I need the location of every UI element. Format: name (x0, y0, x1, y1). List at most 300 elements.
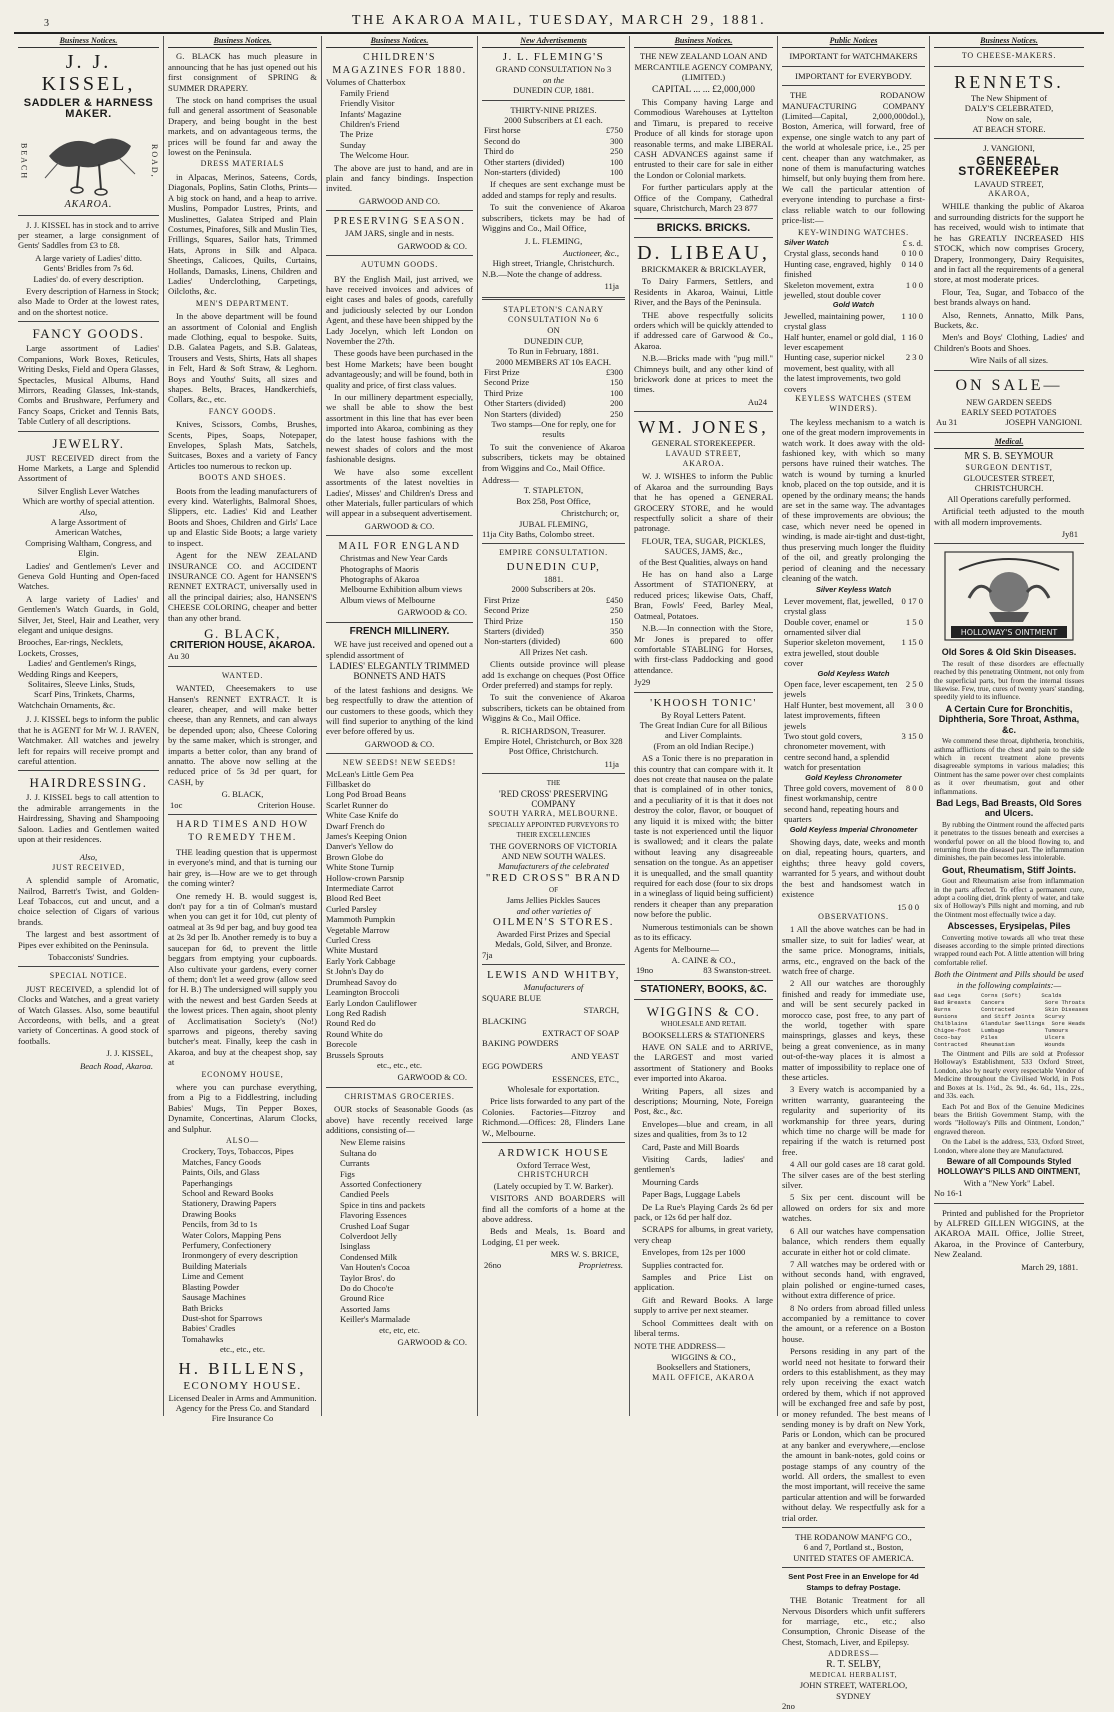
prize-row (482, 616, 625, 626)
magazines-text: The above are just to hand, and are in plain and fancy bindings. Inspection invited. (326, 162, 473, 194)
holloway-complaints-table: Bad Legs Corns (Soft) Scalds Bad Breasts Cancers Sore Throats Burns Contracted Skin Diseases Bunions and Stiff Joints Scurvy Chilblains Glandular Swellings Sore Heads Chigoe-foot Lumbago Tumours Coco-bay Piles Ulcers Contracted Rheumatism Wounds (934, 992, 1089, 1049)
holloway-text: Converting motive towards all who treat these diseases according to the simple printed directions wrapped round each Pot. A little attention will bring comfortable relief. (934, 933, 1084, 967)
silver-keyless-prices (782, 596, 925, 669)
kissel-trade: SADDLER & HARNESS MAKER. (23, 97, 154, 120)
lewis-item: SQUARE BLUE (482, 992, 541, 1003)
lewis-item: BLACKING (482, 1015, 527, 1026)
kissel-signature: J. J. KISSEL, (106, 1048, 153, 1059)
dress-text: in Alpacas, Merinos, Sateens, Cords, Diagonals, Poplins, Satin Cloths, Prints—A big stock on hand, and a heap to arrive. Muslins, Pompador Lustres, Prints, and Muslinettes, Galatea Striped and Plain Costumes, Pinafores, Silk and Muslin Ties, Frillings, Squares, Sailor hats, Trimmed Hats, Aprons in Silk and Alpaca. Sheetings, Calicoes, Quilts, Curtains, Hollands, Damasks, Linens, Children and Ladies' Underclothing, Carpetings, Oilcloths, &c. (168, 171, 317, 297)
prize-row (482, 398, 625, 408)
beware-title: HOLLOWAY'S PILLS AND OINTMENT, (937, 1167, 1081, 1177)
holloway-heading: A Certain Cure for Bronchitis, Diphtheria, Sore Throat, Asthma, &c. (938, 703, 1080, 735)
magazines-sub: Volumes of Chatterbox (326, 77, 406, 88)
kissel-text: A large variety of Ladies' ditto. (35, 252, 142, 263)
jones-town: AKAROA. (682, 459, 725, 468)
list-item: Curled Cress (326, 935, 371, 946)
list-item: Friendly Visitor (340, 98, 395, 109)
date-code: Au 30 (168, 651, 190, 662)
date-code: Au24 (747, 396, 767, 407)
jewelry-text: Brooches, Ear-rings, Necklets, (18, 637, 124, 648)
rodanow-text: Persons residing in any part of the world need not hesitate to forward their orders to this establishment, as they may rely upon receiving the exact watch ordered by them, which if not approved will be exchanged free and safe by post, or money refunded. The best means of sending money is by draft on New York, Paris or London, which can be procured at any banker and everywhere,—enclose the amount in bank-notes, gold coins or postage stamps of any country of the world. All orders, the smallest to even the most important, will receive the same particular attention and will be forwarded without delay. We respectfully ask for a trial order. (782, 1346, 925, 1523)
kissel-text: J. J. KISSEL has in stock and to arrive per steamer, a large consignment of Gents' Saddles from £3 to £8. (18, 219, 159, 251)
prize-row (482, 136, 625, 146)
french-text: WE have just received and opened out a splendid assortment of (326, 639, 473, 660)
holloway-text: Gout and Rheumatism arise from inflammation in the parts affected. To effect a permanent cure, adopt a cooling diet, drink plenty of water, and take six of Holloway's Pills night and morning, and rub the Ointment most effectually twice a day. (934, 877, 1084, 919)
list-item: Colverdoot Jelly (340, 1231, 398, 1242)
prize-row-label: Non Starters (divided) (484, 408, 561, 419)
khoosh-text: Numerous testimonials can be shown as to its efficacy. (634, 921, 773, 943)
rennets-text: The New Shipment of (970, 92, 1048, 103)
vangioni-text: Men's and Boys' Clothing, Ladies' and Children's Boots and Shoes. (934, 332, 1084, 353)
list-item: 5 Six per cent. discount will be allowed on orders for six and more watches. (782, 1192, 925, 1224)
fleming-title: J. L. FLEMING'S (502, 51, 605, 64)
list-item: Perfumery, Confectionery (182, 1240, 272, 1251)
stapleton-prize-table (482, 367, 625, 419)
price-row-label: Skeleton movement, extra jewelled, stout double cover (784, 279, 881, 300)
list-item: Christmas and New Year Cards (340, 553, 448, 564)
wiggins-sub: BOOKSELLERS & STATIONERS (642, 1029, 765, 1040)
list-item: Envelopes, from 12s per 1000 (642, 1247, 746, 1258)
etc-line: etc., etc., etc. (219, 1344, 266, 1355)
also-label: Also, (79, 506, 98, 517)
price-row (782, 617, 925, 638)
hairdressing-title: HAIRDRESSING. (29, 775, 148, 791)
autumn-text: BY the English Mail, just arrived, we have received invoices and advices of eight cases and bales of goods, carefully and judiciously selected by our London Agent, and these have been shipped by the Lady Jocelyn, which left London on November the 27th. (326, 273, 473, 346)
libeau-text: THE above respectfully solicits orders which will be quickly attended to if addressed care of Garwood & Co., Akaroa. (634, 309, 773, 351)
holloway-heading: Both the Ointment and Pills should be used in the following complaints:— (934, 969, 1084, 990)
stapleton-sub: To Run in February, 1881. (508, 346, 599, 357)
list-item: Mammoth Pumpkin (326, 914, 395, 925)
kissel-text: Ladies' do. of every description. (33, 273, 144, 284)
list-item: Sultana do (340, 1147, 377, 1158)
price-row (782, 248, 925, 258)
wanted-title: WANTED. (221, 670, 264, 680)
beware-title: Beware of all Compounds Styled (946, 1156, 1072, 1166)
silver-watch-label: Silver Watch (784, 237, 829, 247)
prize-row-value: £300 (605, 366, 623, 377)
wanted-sign: G. BLACK, (221, 789, 264, 800)
section-heading: Public Notices (782, 36, 925, 48)
vangioni-name: J. VANGIONI, (983, 143, 1035, 154)
jewelry-text: Ladies' and Gentlemen's Rings, (28, 658, 137, 669)
selby-address: JOHN STREET, WATERLOO, SYDNEY (799, 1680, 908, 1701)
list-item: Fillbasket do (326, 778, 371, 789)
prize-row-value: 100 (610, 156, 623, 167)
hairdressing-text: J. J. KISSEL begs to call attention to the admirable arrangements in the Hairdressing, Shaving and Shampooing Saloon. Ladies and Gentlemen waited upon at their residences. (18, 792, 159, 844)
section-heading: New Advertisements (482, 36, 625, 48)
fancy-goods-title: FANCY GOODS. (32, 326, 145, 342)
list-item: The Prize (340, 129, 374, 140)
prize-row (482, 167, 625, 177)
column-6 (778, 36, 930, 1712)
ardwick-prop: Proprietress. (578, 1259, 623, 1270)
holloway-label: HOLLOWAY'S OINTMENT (960, 628, 1058, 638)
list-item: Dust-shot for Sparrows (182, 1312, 263, 1323)
stationery-title: STATIONERY, BOOKS, &C. (640, 983, 767, 995)
on-sale-title: ON SALE— (955, 376, 1063, 394)
price-row-label: Open face, lever escapement, ten jewels (784, 678, 898, 700)
jones-text: He has on hand also a Large Assortment of STATIONERY, at reduced prices; likewise Oats, Chaff, Bran, Fowls' Feed, Barley Meal, Oatmeal, Potatoes. (634, 569, 773, 621)
wiggins-note: NOTE THE ADDRESS— (634, 1341, 726, 1352)
masthead (14, 8, 1104, 34)
stapleton-title: STAPLETON'S CANARY CONSULTATION No 6 (503, 304, 604, 324)
prize-row-label: Third Prize (484, 387, 523, 398)
page-number: 3 (44, 18, 49, 29)
price-row-value: 8 0 0 (905, 783, 923, 794)
list-item: Vegetable Marrow (326, 924, 390, 935)
lewis-title: LEWIS AND WHITBY, (487, 969, 620, 982)
autumn-text: These goods have been purchased in the best Home Markets; have been bought advantageously; and will be found, both in quality and price, of first class values. (326, 348, 473, 390)
list-item: 1 All the above watches can be had in smaller size, to suit for ladies' wear, at the same price. Monograms, initials, arms, etc., engraved on the back of the watch free of charge. (782, 924, 925, 976)
agent-text: J. J. KISSEL begs to inform the public that he is AGENT for Mr W. J. RAVEN, Watchmaker. All watches and jewelry left for repairs will receive prompt and careful attention. (18, 714, 159, 766)
just-received-text: The largest and best assortment of Pipes ever exhibited on the Peninsula. (18, 929, 159, 950)
list-item: 3 Every watch is accompanied by a written warranty, guaranteeing the regularity and superiority of its workmanship for three years, during which time no charge will be made for repairing if the watch is returned post free. (782, 1084, 925, 1157)
vangioni-street: LAVAUD STREET, (974, 178, 1044, 189)
list-item: Spice in tins and packets (340, 1199, 425, 1210)
etc-line: etc, etc, etc. (379, 1324, 420, 1335)
address-head: ADDRESS— (828, 1649, 879, 1659)
cheese-title: TO CHEESE-MAKERS. (961, 51, 1057, 61)
prize-row-value: 150 (610, 377, 623, 388)
list-item: Taylor Bros'. do (340, 1272, 396, 1283)
list-item: Gift and Reward Books. A large supply to arrive per next steamer. (634, 1294, 773, 1316)
holloway-text: We commend these throat, diphtheria, bronchitis, asthma afflictions of the chest and pain to the side which in recent treatment alone prevents disagreeable symptoms in various maladies; this Ointment has the same power over chest complaints as it over rheumatism, gout and other inflammations. (934, 737, 1084, 796)
prize-row-value: 350 (610, 625, 623, 636)
price-row-value: 1 0 0 (905, 279, 923, 290)
list-item: Writing Papers, all sizes and descriptions; Mourning, Note, Foreign Post, &c., &c. (634, 1085, 773, 1117)
jewelry-text: A large Assortment of (50, 516, 127, 527)
price-row-value: 2 5 0 (905, 678, 923, 689)
prize-row-value: 250 (610, 605, 623, 616)
prize-row-label: Other Starters (divided) (484, 398, 566, 409)
prize-row-value: 250 (610, 146, 623, 157)
ardwick-title: ARDWICK HOUSE (497, 1146, 610, 1159)
list-item: Tomahawks (182, 1333, 224, 1344)
price-row-value: 3 0 0 (905, 699, 923, 710)
jones-goods: FLOUR, TEA, SUGAR, PICKLES, SAUCES, JAMS, &c., (641, 535, 766, 557)
columns (14, 36, 1104, 1712)
date-code: 7ja (482, 949, 493, 960)
list-item: Figs (340, 1168, 355, 1179)
list-item: Sausage Machines (182, 1292, 246, 1303)
redcross-governors: THE GOVERNORS OF VICTORIA AND NEW SOUTH WALES. (489, 840, 618, 862)
just-received-text: Tobacconists' Sundries. (48, 952, 129, 962)
fleming-sub: GRAND CONSULTATION No 3 (495, 64, 612, 75)
rodanow-name: THE RODANOW MANF'G CO., (795, 1532, 912, 1543)
preserving-title: PRESERVING SEASON. (333, 216, 466, 228)
garwood-sign: GARWOOD & CO. (397, 1072, 467, 1083)
redcross-brand: "RED CROSS" BRAND (485, 871, 622, 884)
beware-text: With a "New York" Label. (963, 1177, 1055, 1188)
prize-row-value: 600 (610, 636, 623, 647)
list-item: Sunday (340, 139, 366, 150)
garwood-sign: GARWOOD & CO. (397, 1337, 467, 1348)
hard-times-title: HARD TIMES AND HOW TO REMEDY THEM. (176, 820, 309, 844)
prize-row-value: 250 (610, 408, 623, 419)
license-text: Agency for the Press Co. and Standard Fire Insurance Co (175, 1402, 310, 1424)
seeds-title: NEW SEEDS! NEW SEEDS! (342, 758, 457, 768)
vangioni-text: Wire Nails of all sizes. (969, 355, 1049, 366)
prize-row-value: £450 (605, 594, 623, 605)
boots-title: BOOTS AND SHOES. (198, 473, 287, 483)
price-row-label: Three gold covers, movement of finest workmanship, centre second hand, repeating hours and quarters (784, 783, 899, 825)
price-row-label: Half hunter, enamel or gold dial, lever escapement (784, 331, 897, 352)
jewelry-text: Which are worthy of special attention. (22, 496, 155, 507)
empire-subscribers: 2000 Subscribers at 20s. (511, 584, 596, 595)
masthead-title: THE AKAROA MAIL, TUESDAY, MARCH 29, 1881. (351, 13, 767, 28)
list-item: School Committees dealt with on liberal terms. (634, 1317, 773, 1339)
price-row-value: 1 15 0 (901, 637, 923, 648)
stapleton-sign: JUBAL FLEMING, (519, 518, 588, 529)
economy-house: ECONOMY HOUSE. (183, 1379, 302, 1392)
seymour-street: GLOUCESTER STREET, (963, 473, 1055, 483)
important-title: IMPORTANT for WATCHMAKERS (789, 51, 918, 62)
nzloan-ltd: (LIMITED.) (681, 72, 726, 83)
price-row-label: Jewelled, maintaining power, crystal glass (784, 310, 885, 332)
keyless-title: KEYLESS WATCHES (STEM WINDERS). (795, 394, 912, 414)
redcross-oilmen: OILMEN'S STORES. (492, 916, 615, 929)
list-item: Crushed Loaf Sugar (340, 1220, 410, 1231)
list-item: Blood Red Beet (326, 893, 381, 904)
saddle-illustration (18, 122, 159, 200)
also-label: Also, (79, 852, 98, 863)
holloway-text: By rubbing the Ointment round the affected parts it penetrates to the tissues beneath and exercises a wonderful power on all the blood flowing to, and returning from the diseased part. The inflammation diminishes, the pain becomes less intolerable. (934, 820, 1084, 863)
imprint-date: March 29, 1881. (1021, 1261, 1078, 1272)
prize-row-label: Third Prize (484, 615, 523, 626)
list-item: White Stone Turnip (326, 862, 394, 873)
kissel-text: Gents' Bridles from 7s 6d. (43, 263, 134, 274)
holloway-text: The Ointment and Pills are sold at Professor Holloway's Establishment, 533 Oxford Street, London, also by nearly every respectable Vendor of Medicine throughout the Civilised World, in Pots and Boxes at 1s. 1½d., 2s. 9d., 4s. 6d., 11s., 22s., and 33s. each. (934, 1050, 1084, 1101)
ardwick-sign: MRS W. S. BRICE, (550, 1249, 619, 1260)
redcross-award: Awarded First Prizes and Special Medals, Gold, Silver, and Bronze. (494, 929, 613, 950)
saddle-icon (39, 126, 139, 196)
ardwick-text: VISITORS AND BOARDERS will find all the comforts of a home at the above address. (482, 1193, 625, 1224)
list-item: Assorted Confectionery (340, 1179, 422, 1189)
french-text: of the latest fashions and designs. We beg respectfully to draw the attention of our customers to these goods, which they will find superior to anything of the kind ever before offered by us. (326, 684, 473, 737)
list-item: SCRAPS for albums, in great variety, very cheap (634, 1224, 773, 1245)
empire-sub: DUNEDIN CUP, (506, 560, 601, 573)
redcross-of: OF (549, 885, 558, 894)
prize-row-label: Second Prize (484, 377, 530, 388)
khoosh-sub: The Great Indian Cure for all Bilious and Liver Complaints. (639, 719, 768, 741)
prize-row (482, 377, 625, 387)
fleming-text: To suit the convenience of Akaroa subscribers, tickets may be had of Wiggins and Co., Mail Office, (482, 202, 625, 234)
criterion-house: CRITERION HOUSE, AKAROA. (169, 639, 316, 651)
list-item: Isinglass (340, 1241, 371, 1252)
price-row-label: Superior skeleton movement, extra jewelled, stout double cover (784, 637, 885, 669)
lewis-item: EXTRACT OF SOAP (542, 1027, 619, 1038)
column-4 (478, 36, 630, 1416)
redcross-place: SOUTH YARRA, MELBOURNE. (488, 809, 619, 819)
fancy-title: FANCY GOODS. (208, 406, 277, 416)
holloway-heading: Bad Legs, Bad Breasts, Old Sores and Ulcers. (936, 797, 1082, 819)
economy-list (168, 1146, 317, 1344)
jewelry-text: Silver English Lever Watches (37, 485, 140, 496)
redcross-manu: Manufacturers of the celebrated (498, 861, 609, 872)
nzloan-text: For further particulars apply at the Office of the Company, Cathedral square, Christchurch, March 23 877 (634, 182, 773, 214)
prize-row (482, 125, 625, 135)
section-heading: Business Notices. (634, 36, 773, 48)
prize-row-value: 200 (610, 398, 623, 409)
date-code: Jy29 (634, 677, 651, 688)
jewelry-text: Comprising Waltham, Congress, and Elgin. (25, 537, 152, 559)
list-item: 2 All our watches are thoroughly finished and ready for immediate use, and will be sent securely packed in morocco case, post free, to any part of the world, together with spare mainsprings, glasses and keys, these being a great convenience, as in many out-of-the-way places it is almost a matter of impossibility to replace one of these articles. (782, 978, 925, 1082)
mens-title: MEN'S DEPARTMENT. (195, 298, 290, 308)
list-item: Building Materials (182, 1260, 247, 1271)
list-item: School and Reward Books (182, 1188, 274, 1199)
boots-text: Boots from the leading manufacturers of every kind. Waterlights, Balmoral Shoes, Slippers, etc. Ladies' Kid and Leather Boots and Shoes, Children and Girls' Lace up and Elastic Side Boots; a large variety to inspect. (168, 485, 317, 548)
empire-net: All Prizes Net cash. (519, 646, 588, 657)
vangioni-town: AKAROA, (988, 189, 1030, 199)
road-label: ROAD, (150, 143, 159, 179)
xmas-list (326, 1137, 473, 1324)
black-name: G. BLACK, (204, 625, 281, 641)
date-code: 11ja (604, 281, 619, 292)
list-item: Scarlet Runner do (326, 799, 389, 810)
date-code: 26no (484, 1259, 502, 1270)
prize-row-label: Third do (484, 146, 514, 157)
important-sub: IMPORTANT for EVERYBODY. (795, 70, 912, 81)
price-row (782, 700, 925, 731)
french-sub: LADIES' ELEGANTLY TRIMMED BONNETS AND HATS (329, 661, 470, 683)
prize-row (482, 636, 625, 646)
libeau-name: D. LIBEAU, (637, 241, 770, 264)
fleming-text: If cheques are sent exchange must be added and stamps for reply and results. (482, 179, 625, 200)
section-heading: Business Notices. (326, 36, 473, 48)
economy-title: ECONOMY HOUSE, (201, 1069, 284, 1079)
price-row (782, 332, 925, 353)
gold-keyless-label: Gold Keyless Watch (817, 668, 890, 678)
prize-row (482, 388, 625, 398)
hard-times-text: One remedy H. B. would suggest is, don't pay for a tin of Colman's mustard when you can get it for 10d, cut plenty of oatmeal at 3s 9d per bag, and buy good tea at 2s 3d per lb. Another remedy is to buy a saucepan for 6d, to prevent the little beggars from emptying your cupboards. Also cultivate your gardens, every corner of them; don't let a weed grow (allow seed for H. B.) The undersigned will supply you with the newest and best Garden Seeds at the lowest prices. Then again, shoot plenty of Acclimatisation Society's (No!) sparrows and pigeons, thereby saving butcher's meat. Finally, keep the cash in Akaroa, and buy at the cheapest shop, say at (168, 890, 317, 1068)
list-item: Brussels Sprouts (326, 1049, 384, 1060)
economy-text: where you can purchase everything, from a Pig to a Fiddlestring, including Babies' Mugs, Tin Pepper Boxes, Dynamite, Concertinas, Alarum Clocks, and Sulphur. (168, 1081, 317, 1134)
prize-row (482, 146, 625, 156)
list-item: Ironmongery of every description (182, 1250, 298, 1261)
list-item: Drawing Books (182, 1208, 237, 1219)
list-item: White Mustard (326, 945, 378, 956)
garwood-sign: GARWOOD & CO. (364, 520, 435, 531)
sent-title: Sent Post Free in an Envelope for 4d Stamps to defray Postage. (788, 1572, 919, 1592)
garwood-sign: GARWOOD & CO. (364, 738, 435, 749)
jewelry-text: Lockets, Crosses, (18, 647, 79, 658)
jewelry-text: Watchchain Ornaments, &c. (18, 699, 116, 710)
kissel-town: AKAROA. (64, 199, 113, 211)
column-7 (930, 36, 1088, 1416)
wiggins-sub: WHOLESALE AND RETAIL (660, 1020, 747, 1029)
khoosh-caine: A. CAINE & CO., (671, 954, 736, 965)
price-row-value: 1 5 0 (905, 616, 923, 627)
ardwick-sub: Oxford Terrace West, (516, 1159, 591, 1170)
list-item: Stationery, Drawing Papers (182, 1198, 277, 1209)
list-item: Paints, Oils, and Glass (182, 1167, 260, 1178)
empire-title: EMPIRE CONSULTATION. (499, 548, 608, 558)
rennets-text: Now on sale, (986, 113, 1032, 124)
chronometer-label: Gold Keyless Chronometer (805, 772, 902, 782)
autumn-text: In our millinery department especially, we shall be able to show the best assortment in this line that has ever been imported into Akaroa, combining as they do the latest house fashions with the newest shades of colors and the most fashionable designs. (326, 391, 473, 465)
imprint-text: Printed and published for the Proprietor by ALFRED GILLEN WIGGINS, at the AKAROA MAIL Office, Jollie Street, Akaroa, in the Province of Canterbury, New Zealand. (934, 1207, 1084, 1260)
prize-row-value: 300 (610, 135, 623, 146)
prize-row-label: First horse (484, 125, 521, 136)
observations-list (782, 924, 925, 1344)
list-item: Long Pod Broad Beans (326, 789, 406, 800)
khoosh-sub: (From an old Indian Recipe.) (653, 740, 754, 751)
stapleton-code: 11ja City Baths, Colombo street. (482, 529, 595, 540)
seeds-list (326, 769, 473, 1060)
stapleton-sign: T. STAPLETON, (523, 485, 584, 496)
list-item: Round White do (326, 1028, 383, 1039)
dress-title: DRESS MATERIALS (200, 159, 285, 169)
list-item: Melbourne Exhibition album views (340, 584, 462, 595)
price-row (782, 352, 925, 394)
magazines-title: CHILDREN'S MAGAZINES FOR 1880. (332, 52, 467, 77)
list-item: Mourning Cards (642, 1176, 699, 1187)
jewelry-text: A large variety of Ladies' and Gentlemen's Watch Guards, in Gold, Silver, Jet, Steel, Hair and Leather, very elegant and unique designs. (18, 593, 159, 636)
list-item: Hollow-crown Parsnip (326, 872, 405, 883)
also-label: ALSO— (226, 1136, 259, 1145)
lewis-item: EGG POWDERS (482, 1061, 543, 1072)
redcross-title: 'RED CROSS' PRESERVING COMPANY (498, 788, 609, 809)
prize-row-label: Non-starters (divided) (484, 167, 561, 178)
fleming-sign: J. L. FLEMING, (524, 235, 583, 246)
date-code: Au 31 (936, 417, 958, 428)
wiggins-list (634, 1086, 773, 1339)
price-row-value: 2 3 0 (905, 352, 923, 363)
list-item: Drumhead Savoy do (326, 976, 397, 987)
rodanow-us: UNITED STATES OF AMERICA. (793, 1552, 914, 1563)
prize-row (482, 367, 625, 377)
mail-title: MAIL FOR ENGLAND (338, 541, 461, 553)
redcross-and: and other varieties of (516, 905, 591, 916)
price-row (782, 596, 925, 617)
black-intro: G. BLACK has much pleasure in announcing that he has just opened out his first consignment of SPRING & SUMMER DRAPERY. (168, 51, 317, 93)
prize-row-label: Starters (divided) (484, 625, 544, 636)
special-notice-title: SPECIAL NOTICE. (49, 971, 128, 981)
price-row-value: 0 14 0 (901, 258, 923, 269)
imperial-label: Gold Keyless Imperial Chronometer (789, 824, 918, 834)
prize-row-label: First Prize (484, 594, 520, 605)
chronometer-prices (782, 783, 925, 825)
list-item: Danver's Yellow do (326, 841, 394, 852)
vangioni-title: GENERAL STOREKEEPER (958, 153, 1060, 179)
list-item: Brown Globe do (326, 851, 384, 862)
section-heading: Medical. (934, 437, 1084, 449)
garwood-sign: GARWOOD & CO. (397, 607, 467, 618)
fleming-sub: on the (542, 74, 565, 85)
keyless-text: The keyless mechanism to a watch is one of the great modern improvements in watch work. It does away with the old-fashioned key, with which so many persons have ruined their watches. The watch is wound by turning a knurled knob, placed on the top outside, and it is opened by the ordinary means; the hands are set in the same way. The advantages of these improvements are obvious; the case, which never need be opened in winding, is made air-tight and dust-tight, thus preserving much longer the fluidity of the oil, and greatly prolonging the period of cleaning and the necessary cleaning of the watch. (782, 416, 925, 583)
price-row-label: Two stout gold covers, chronometer movement, with centre second hand, a splendid watch for presentation (784, 731, 890, 773)
list-item: Early London Cauliflower (326, 997, 417, 1008)
list-item: Photographs of Maoris (340, 563, 419, 574)
vangioni-text: Also, Rennets, Annatto, Milk Pans, Buckets, &c. (934, 309, 1084, 330)
jones-text: N.B.—In connection with the Store, Mr Jones is prepared to offer comfortable STABLING for Horses, with first-class Paddocking and good attendance. (634, 623, 773, 675)
redcross-the: THE (546, 779, 561, 788)
billens-name: H. BILLENS, (178, 1358, 307, 1378)
jewelry-text: JUST RECEIVED direct from the Home Markets, a Large and Splendid Assortment of (18, 452, 159, 484)
wiggins-text: HAVE ON SALE and to ARRIVE, the LARGEST and most varied assortment of Stationery and Books ever imported into Akaroa. (634, 1041, 773, 1084)
xmas-title: CHRISTMAS GROCERIES. (344, 1091, 455, 1101)
on-sale-sign: JOSEPH VANGIONI. (1005, 417, 1082, 428)
price-row-value: 3 15 0 (901, 731, 923, 741)
list-item: Ground Rice (340, 1293, 385, 1304)
price-row-label: Hunting case, superior nickel movement, best quality, with all the latest improvements, two gold covers (784, 352, 901, 394)
nzloan-title: THE NEW ZEALAND LOAN AND MERCANTILE AGENCY COMPANY, (634, 51, 773, 72)
price-row-value: 0 17 0 (901, 595, 923, 606)
empire-text: To suit the convenience of Akaroa subscribers, tickets can be obtained from Wiggins & Co., Mail Office. (482, 692, 625, 724)
list-item: The Welcome Hour. (340, 150, 410, 161)
section-heading: Business Notices. (934, 36, 1084, 48)
jones-sub: GENERAL STOREKEEPER. (651, 438, 756, 449)
